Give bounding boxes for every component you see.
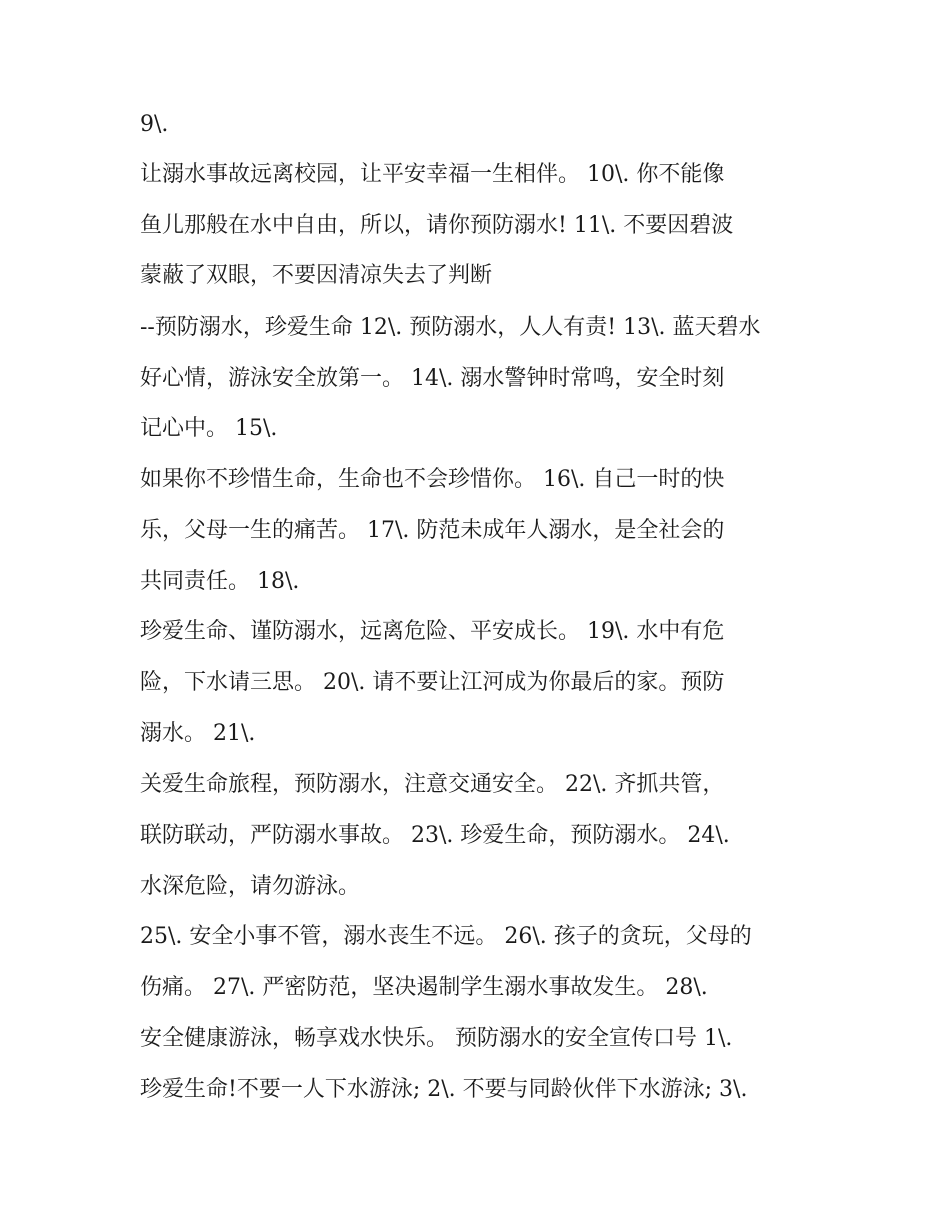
text-line: 好心情，游泳安全放第一。 14\. 溺水警钟时常鸣，安全时刻 [140, 366, 725, 391]
text-line: 如果你不珍惜生命，生命也不会珍惜你。 16\. 自己一时的快 [140, 467, 725, 492]
text-line: 记心中。 15\. [140, 416, 278, 441]
text-line: 安全健康游泳，畅享戏水快乐。 预防溺水的安全宣传口号 1\. [140, 1026, 733, 1051]
text-line: 珍爱生命、谨防溺水，远离危险、平安成长。 19\. 水中有危 [140, 619, 725, 644]
text-line: 9\. [140, 112, 169, 137]
text-line: 乐，父母一生的痛苦。 17\. 防范未成年人溺水，是全社会的 [140, 518, 725, 543]
text-line: 关爱生命旅程，预防溺水，注意交通安全。 22\. 齐抓共管， [140, 772, 725, 797]
text-line: 鱼儿那般在水中自由，所以，请你预防溺水! 11\. 不要因碧波 [140, 213, 734, 238]
text-line: 水深危险，请勿游泳。 [140, 874, 361, 899]
text-line: 溺水。 21\. [140, 721, 256, 746]
text-line: 蒙蔽了双眼，不要因清凉失去了判断 [140, 263, 493, 288]
text-line: 联防联动，严防溺水事故。 23\. 珍爱生命，预防溺水。 24\. [140, 823, 730, 848]
text-line: --预防溺水，珍爱生命 12\. 预防溺水，人人有责! 13\. 蓝天碧水 [140, 315, 761, 340]
text-line: 共同责任。 18\. [140, 569, 300, 594]
text-line: 险，下水请三思。 20\. 请不要让江河成为你最后的家。预防 [140, 670, 725, 695]
text-line: 伤痛。 27\. 严密防范，坚决遏制学生溺水事故发生。 28\. [140, 975, 708, 1000]
text-line: 珍爱生命!不要一人下水游泳; 2\. 不要与同龄伙伴下水游泳; 3\. [140, 1077, 748, 1102]
text-line: 25\. 安全小事不管，溺水丧生不远。 26\. 孩子的贪玩，父母的 [140, 924, 752, 949]
text-line: 让溺水事故远离校园，让平安幸福一生相伴。 10\. 你不能像 [140, 162, 725, 187]
